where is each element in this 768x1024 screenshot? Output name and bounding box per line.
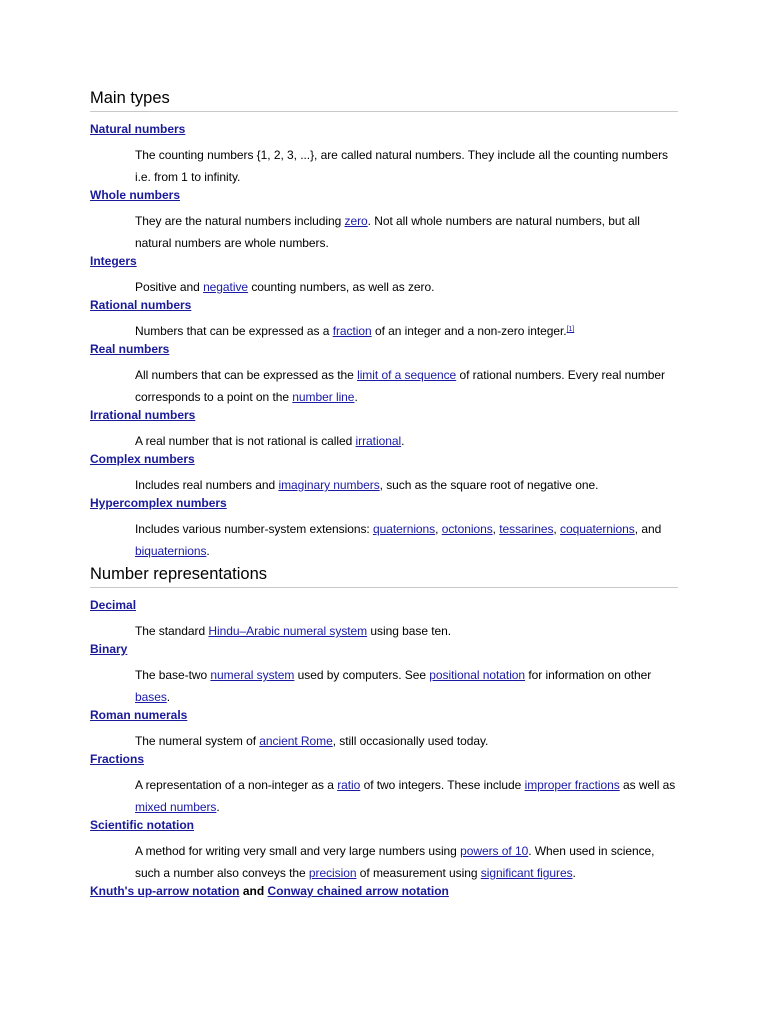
link-number-line[interactable]: number line: [292, 390, 355, 404]
reference-1[interactable]: [1]: [566, 326, 575, 333]
desc-hypercomplex-numbers: Includes various number-system extensions: quaternions, octonions, tessarines, coquaternions, and biquaternions.: [135, 522, 662, 558]
desc-whole-numbers: They are the natural numbers including zero. Not all whole numbers are natural numbers, but all natural numbers are whole numbers.: [135, 214, 640, 250]
link-ratio[interactable]: ratio: [337, 778, 361, 792]
link-ancient-rome[interactable]: ancient Rome: [259, 734, 333, 748]
link-numeral-system[interactable]: numeral system: [210, 668, 295, 682]
term-roman-numerals: [90, 708, 678, 723]
desc-natural-numbers: The counting numbers {1, 2, 3, ...}, are called natural numbers. They include all the counting numbers i.e. from 1 to infinity.: [135, 148, 668, 184]
link-fractions[interactable]: Fractions: [90, 752, 145, 766]
desc-real-numbers: All numbers that can be expressed as the limit of a sequence of rational numbers. Every real number corresponds to a point on the number line.: [135, 368, 665, 404]
desc-complex-numbers: Includes real numbers and imaginary numbers, such as the square root of negative one.: [135, 478, 599, 492]
heading-number-representations: Number representations: [90, 564, 678, 588]
link-integers[interactable]: Integers: [90, 254, 137, 268]
link-positional-notation[interactable]: positional notation: [429, 668, 526, 682]
link-octonions[interactable]: octonions: [441, 522, 493, 536]
link-negative[interactable]: negative: [203, 280, 249, 294]
desc-irrational-numbers: A real number that is not rational is called irrational.: [135, 434, 405, 448]
desc-rational-numbers: Numbers that can be expressed as a fraction of an integer and a non-zero integer.[1]: [135, 324, 575, 338]
term-arrow-notations: Knuth's up-arrow notation and Conway chained arrow notation: [90, 884, 449, 898]
section-main-types: [90, 88, 678, 562]
link-powers-of-10[interactable]: powers of 10: [460, 844, 529, 858]
link-knuths-up-arrow-notation[interactable]: Knuth's up-arrow notation: [90, 884, 240, 898]
link-hindu-arabic-numeral-system[interactable]: Hindu–Arabic numeral system: [208, 624, 368, 638]
link-roman-numerals[interactable]: Roman numerals: [90, 708, 188, 722]
term-real-numbers: [90, 342, 678, 357]
link-irrational[interactable]: irrational: [355, 434, 402, 448]
term-scientific-notation: [90, 818, 678, 833]
term-complex-numbers: [90, 452, 678, 467]
term-natural-numbers: [90, 122, 678, 137]
term-integers: [90, 254, 678, 269]
link-precision[interactable]: precision: [308, 866, 357, 880]
link-whole-numbers[interactable]: Whole numbers: [90, 188, 181, 202]
link-hypercomplex-numbers[interactable]: Hypercomplex numbers: [90, 496, 227, 510]
heading-main-types: Main types: [90, 88, 678, 112]
desc-integers: Positive and negative counting numbers, as well as zero.: [135, 280, 435, 294]
link-imaginary-numbers[interactable]: imaginary numbers: [278, 478, 380, 492]
desc-scientific-notation: A method for writing very small and very large numbers using powers of 10. When used in science, such a number also conveys the precision of measurement using significant figures.: [135, 844, 655, 880]
term-decimal: [90, 598, 678, 613]
article-content: [90, 88, 678, 906]
desc-binary: The base-two numeral system used by computers. See positional notation for information on other bases.: [135, 668, 652, 704]
link-irrational-numbers[interactable]: Irrational numbers: [90, 408, 196, 422]
link-tessarines[interactable]: tessarines: [499, 522, 554, 536]
desc-fractions: A representation of a non-integer as a ratio of two integers. These include improper fractions as well as mixed numbers.: [135, 778, 676, 814]
link-biquaternions[interactable]: biquaternions: [135, 544, 207, 558]
link-bases[interactable]: bases: [135, 690, 167, 704]
term-binary: [90, 642, 678, 657]
link-decimal[interactable]: Decimal: [90, 598, 137, 612]
link-mixed-numbers[interactable]: mixed numbers: [135, 800, 217, 814]
term-hypercomplex-numbers: [90, 496, 678, 511]
link-complex-numbers[interactable]: Complex numbers: [90, 452, 195, 466]
link-conway-chained-arrow-notation[interactable]: Conway chained arrow notation: [267, 884, 449, 898]
section-number-representations: [90, 564, 678, 899]
link-scientific-notation[interactable]: Scientific notation: [90, 818, 195, 832]
link-binary[interactable]: Binary: [90, 642, 128, 656]
link-rational-numbers[interactable]: Rational numbers: [90, 298, 192, 312]
link-real-numbers[interactable]: Real numbers: [90, 342, 170, 356]
link-coquaternions[interactable]: coquaternions: [560, 522, 635, 536]
term-irrational-numbers: [90, 408, 678, 423]
desc-decimal: The standard Hindu–Arabic numeral system using base ten.: [135, 624, 452, 638]
link-limit-of-a-sequence[interactable]: limit of a sequence: [357, 368, 457, 382]
link-improper-fractions[interactable]: improper fractions: [524, 778, 620, 792]
representations-list: [90, 598, 678, 899]
link-significant-figures[interactable]: significant figures: [480, 866, 573, 880]
link-natural-numbers[interactable]: Natural numbers: [90, 122, 186, 136]
desc-roman-numerals: The numeral system of ancient Rome, still occasionally used today.: [135, 734, 489, 748]
link-quaternions[interactable]: quaternions: [372, 522, 436, 536]
term-fractions: [90, 752, 678, 767]
link-zero[interactable]: zero: [344, 214, 368, 228]
main-types-list: [90, 122, 678, 562]
term-rational-numbers: [90, 298, 678, 313]
link-fraction[interactable]: fraction: [332, 324, 372, 338]
term-whole-numbers: [90, 188, 678, 203]
